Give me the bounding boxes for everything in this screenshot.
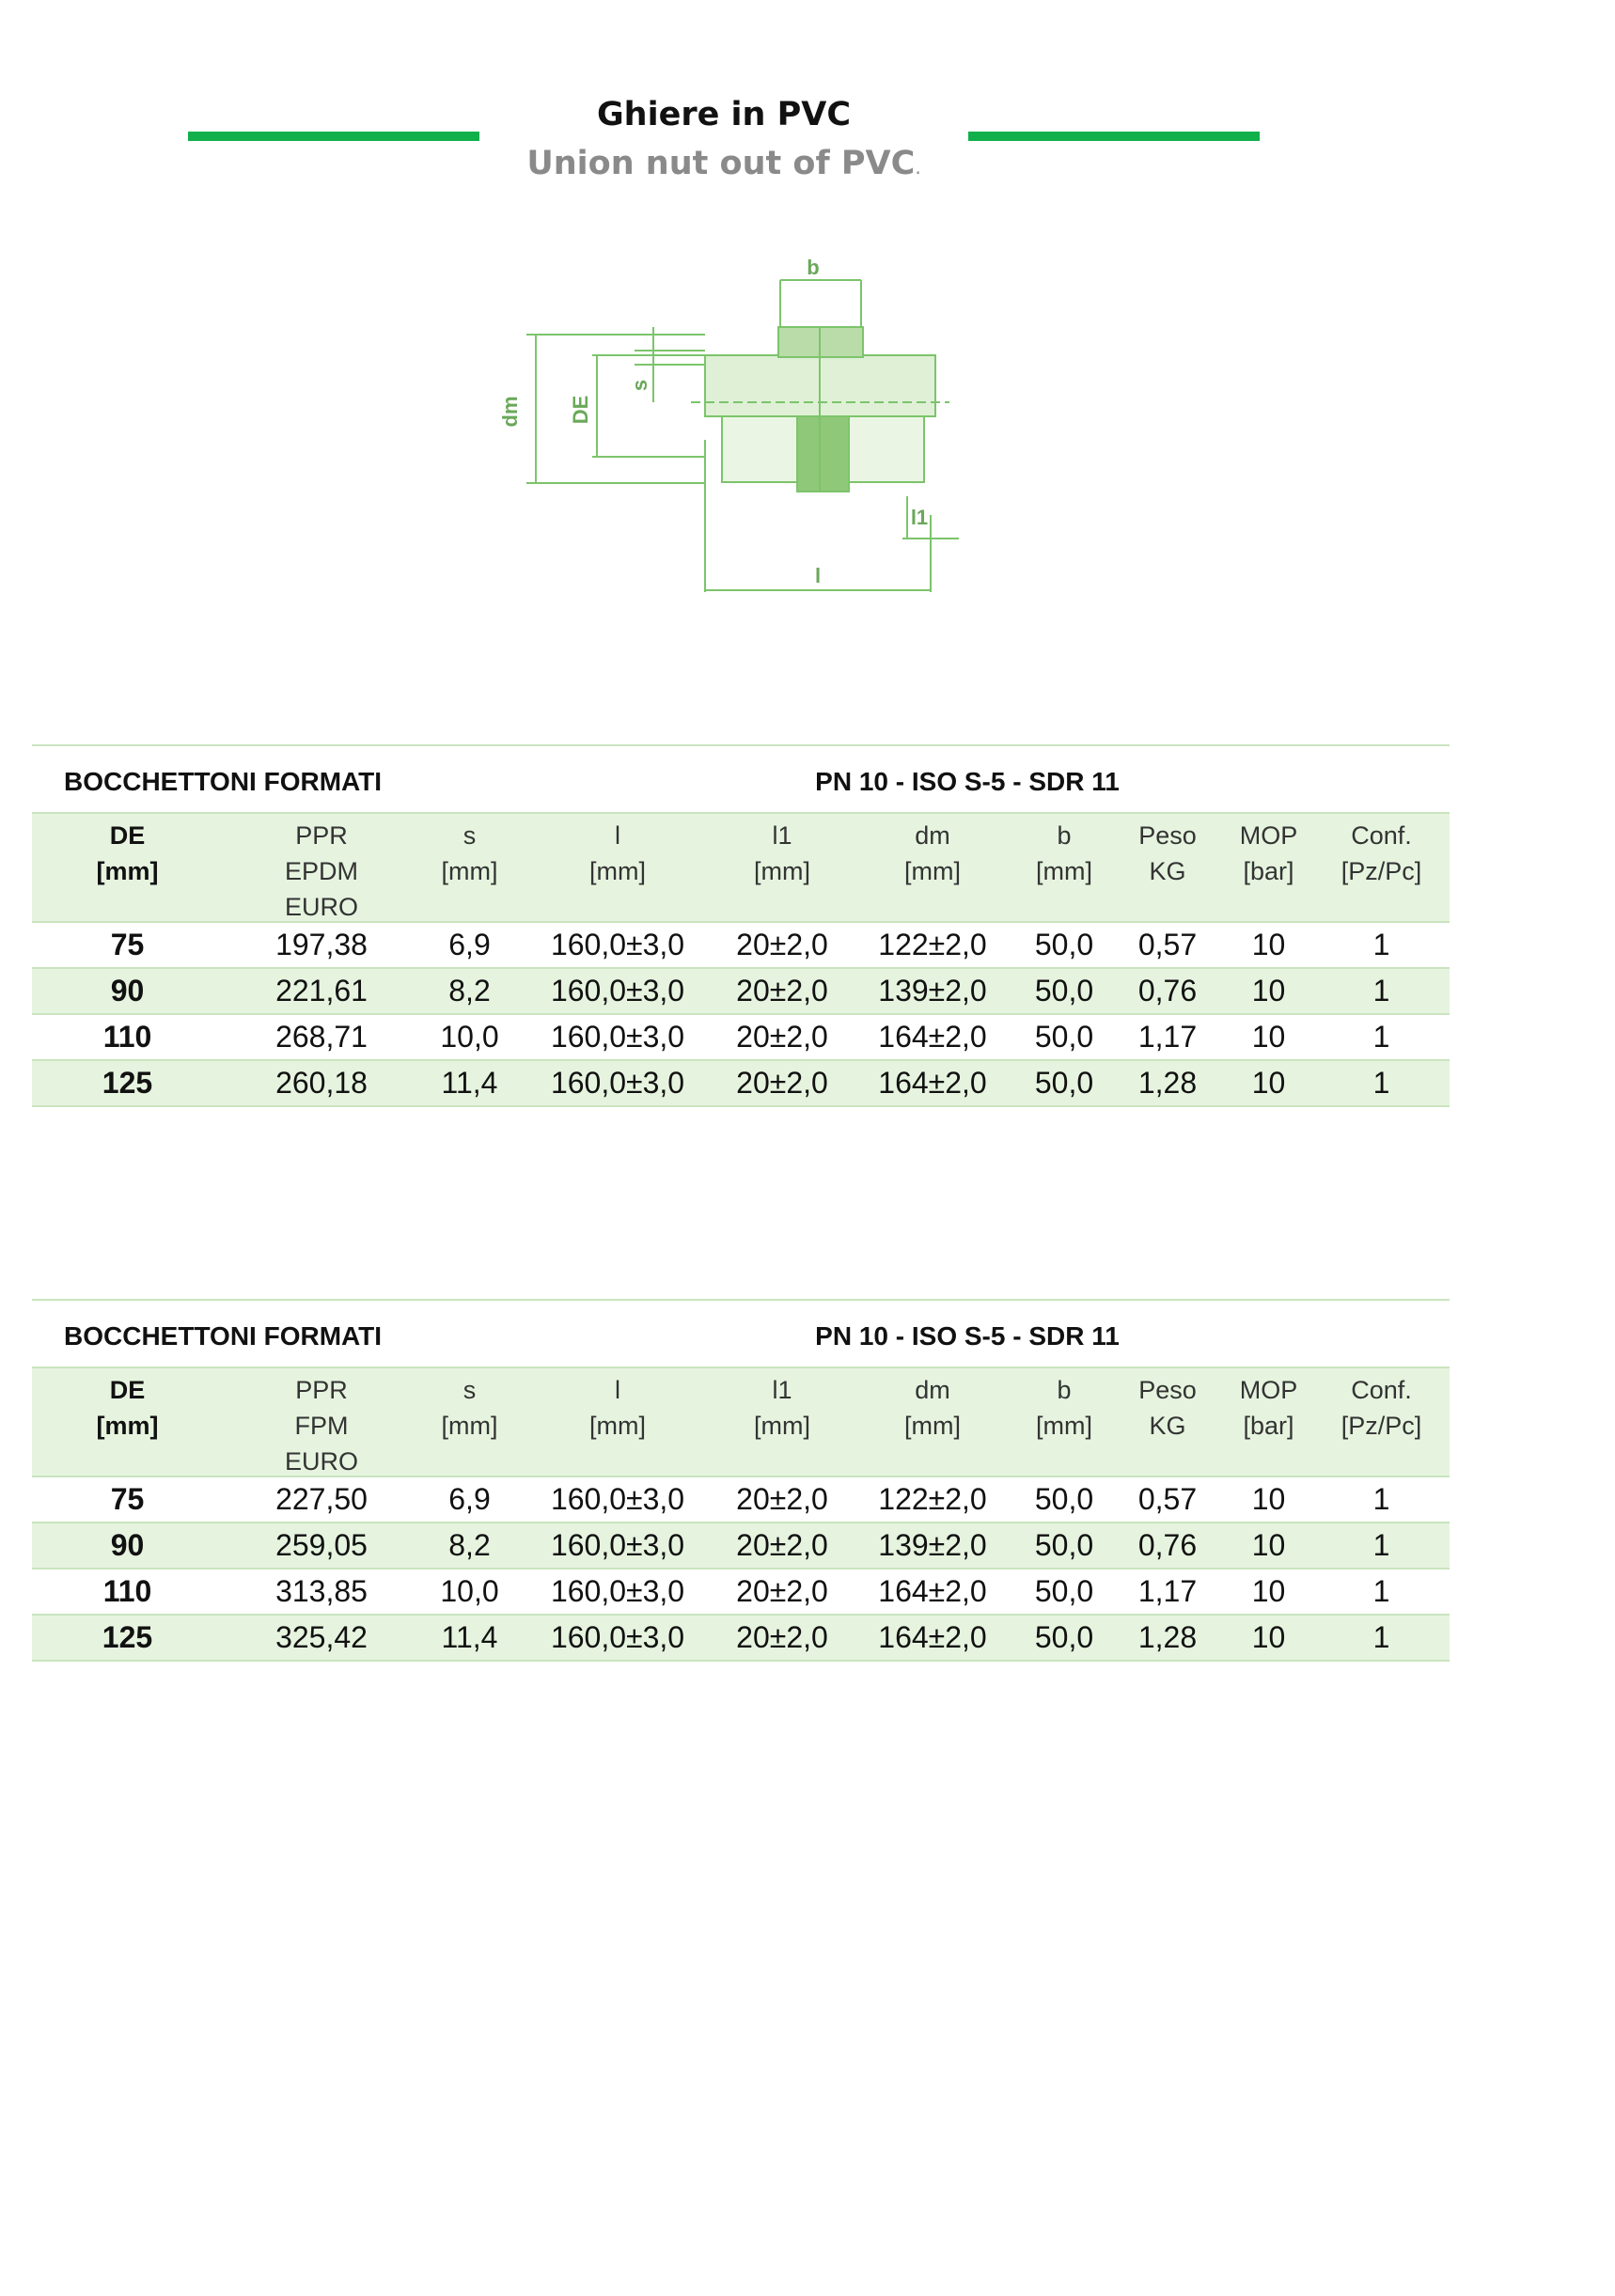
cell-peso: 1,17: [1137, 1574, 1198, 1608]
cell-mop: 10: [1251, 974, 1286, 1007]
cell-dm: 122±2,0: [878, 928, 987, 961]
cell-b: 50,0: [1034, 1482, 1094, 1516]
cell-l1: 20±2,0: [736, 1020, 828, 1054]
cell-l1: 20±2,0: [736, 1528, 828, 1562]
table-header-row: [32, 1367, 1450, 1477]
cell-s: 6,9: [448, 928, 491, 961]
col-header-line: [mm]: [589, 1412, 646, 1440]
cell-mop: 10: [1251, 1482, 1286, 1516]
cell-conf: 1: [1372, 1482, 1390, 1516]
cell-b: 50,0: [1034, 974, 1094, 1007]
col-header-l: [519, 1368, 716, 1476]
col-header-line: EURO: [284, 893, 358, 921]
col-header-line: [mm]: [96, 857, 159, 885]
col-header-line: dm: [915, 821, 950, 850]
col-header-line: [mm]: [904, 1412, 961, 1440]
cell-l: 160,0±3,0: [550, 1020, 685, 1054]
col-header-conf: [1313, 814, 1450, 921]
cell-mop: 10: [1251, 928, 1286, 961]
cell-l: 160,0±3,0: [550, 1482, 685, 1516]
dim-label-s: s: [628, 379, 651, 392]
col-header-line: dm: [915, 1376, 950, 1404]
cell-b: 50,0: [1034, 1528, 1094, 1562]
cell-b: 50,0: [1034, 928, 1094, 961]
cell-peso: 0,57: [1137, 928, 1198, 961]
col-header-line: Conf.: [1351, 1376, 1412, 1404]
dim-label-de: DE: [569, 395, 592, 425]
cell-de: 75: [110, 1482, 145, 1516]
cell-dm: 164±2,0: [878, 1066, 987, 1100]
col-header-b: [1017, 1368, 1111, 1476]
cell-s: 11,4: [441, 1620, 498, 1654]
cell-de: 125: [102, 1620, 153, 1654]
cell-l: 160,0±3,0: [550, 1574, 685, 1608]
col-header-line: s: [463, 1376, 477, 1404]
cell-l1: 20±2,0: [736, 928, 828, 961]
cell-peso: 0,57: [1137, 1482, 1198, 1516]
page-title: Ghiere in PVC: [596, 96, 852, 133]
col-header-line: KG: [1149, 1412, 1186, 1440]
cell-conf: 1: [1372, 974, 1390, 1007]
col-header-line: [mm]: [904, 857, 961, 885]
col-header-line: DE: [109, 1376, 146, 1404]
cell-s: 10,0: [440, 1020, 499, 1054]
cell-l: 160,0±3,0: [550, 1620, 685, 1654]
cell-l: 160,0±3,0: [550, 928, 685, 961]
col-header-s: [420, 1368, 519, 1476]
price-table-fpm: [32, 1299, 1450, 1662]
dim-label-dm: dm: [498, 396, 522, 428]
table-row: [32, 1570, 1450, 1616]
col-header-de: [32, 814, 223, 921]
cell-l1: 20±2,0: [736, 1482, 828, 1516]
cell-price: 260,18: [275, 1066, 368, 1100]
col-header-conf: [1313, 1368, 1450, 1476]
cell-mop: 10: [1251, 1020, 1286, 1054]
col-header-line: s: [463, 821, 477, 850]
cell-dm: 164±2,0: [878, 1620, 987, 1654]
subtitle-text: Union nut out of PVC: [526, 145, 916, 182]
cell-mop: 10: [1251, 1528, 1286, 1562]
col-header-s: [420, 814, 519, 921]
col-header-line: [mm]: [754, 1412, 810, 1440]
col-header-l1: [716, 1368, 848, 1476]
col-header-line: Conf.: [1351, 821, 1412, 850]
cell-price: 325,42: [275, 1620, 368, 1654]
col-header-line: [mm]: [1036, 1412, 1092, 1440]
cell-de: 125: [102, 1066, 153, 1100]
cell-peso: 0,76: [1137, 1528, 1198, 1562]
cell-b: 50,0: [1034, 1574, 1094, 1608]
table-row: [32, 1523, 1450, 1570]
col-header-line: l1: [772, 1376, 792, 1404]
col-header-line: [bar]: [1243, 1412, 1294, 1440]
table-row: [32, 1616, 1450, 1662]
cell-l: 160,0±3,0: [550, 974, 685, 1007]
cell-de: 110: [102, 1574, 152, 1608]
col-header-dm: [848, 814, 1017, 921]
table-title-left: BOCCHETTONI FORMATI: [64, 767, 383, 796]
col-header-line: [mm]: [1036, 857, 1092, 885]
col-header-line: l1: [772, 821, 792, 850]
col-header-line: b: [1057, 821, 1072, 850]
col-header-l1: [716, 814, 848, 921]
col-header-line: l: [615, 821, 620, 850]
col-header-b: [1017, 814, 1111, 921]
col-header-line: MOP: [1239, 821, 1298, 850]
cell-l1: 20±2,0: [736, 974, 828, 1007]
col-header-peso: [1111, 814, 1224, 921]
cell-s: 6,9: [448, 1482, 491, 1516]
cell-dm: 164±2,0: [878, 1020, 987, 1054]
col-header-line: PPR: [295, 1376, 348, 1404]
col-header-mop: [1224, 814, 1313, 921]
cell-mop: 10: [1251, 1066, 1286, 1100]
cell-peso: 1,28: [1137, 1066, 1198, 1100]
cell-dm: 139±2,0: [878, 974, 987, 1007]
dim-label-b: b: [807, 256, 820, 279]
col-header-l: [519, 814, 716, 921]
cell-b: 50,0: [1034, 1620, 1094, 1654]
table-row: [32, 1477, 1450, 1523]
cell-l: 160,0±3,0: [550, 1528, 685, 1562]
cell-price: 259,05: [275, 1528, 368, 1562]
col-header-line: [Pz/Pc]: [1341, 857, 1422, 885]
table-title-right: PN 10 - ISO S-5 - SDR 11: [815, 767, 1120, 796]
title-left-accent-bar: [188, 132, 479, 141]
cell-price: 313,85: [275, 1574, 368, 1608]
dim-label-l: l: [814, 564, 822, 587]
col-header-line: b: [1057, 1376, 1072, 1404]
col-header-ppr: [223, 1368, 420, 1476]
dim-label-l1: l1: [910, 506, 929, 529]
cell-dm: 122±2,0: [878, 1482, 987, 1516]
cell-price: 268,71: [275, 1020, 368, 1054]
col-header-de: [32, 1368, 223, 1476]
col-header-ppr: [223, 814, 420, 921]
subtitle-dot: .: [915, 156, 921, 179]
col-header-line: DE: [109, 821, 146, 850]
cell-price: 197,38: [275, 928, 368, 961]
cell-conf: 1: [1372, 1620, 1390, 1654]
union-nut-technical-drawing: [479, 252, 987, 609]
cell-l1: 20±2,0: [736, 1066, 828, 1100]
cell-dm: 164±2,0: [878, 1574, 987, 1608]
cell-s: 10,0: [440, 1574, 499, 1608]
table-row: [32, 923, 1450, 969]
col-header-line: [mm]: [441, 857, 498, 885]
col-header-line: EURO: [284, 1447, 358, 1476]
cell-l1: 20±2,0: [736, 1574, 828, 1608]
col-header-line: Peso: [1138, 1376, 1197, 1404]
cell-s: 8,2: [448, 974, 491, 1007]
cell-de: 75: [110, 928, 145, 961]
cell-de: 90: [110, 1528, 145, 1562]
col-header-line: FPM: [294, 1412, 349, 1440]
cell-price: 227,50: [275, 1482, 368, 1516]
table-title-left: BOCCHETTONI FORMATI: [64, 1321, 383, 1351]
price-table-epdm: [32, 744, 1450, 1107]
col-header-line: [Pz/Pc]: [1341, 1412, 1422, 1440]
page-subtitle: [470, 145, 978, 182]
col-header-line: Peso: [1138, 821, 1197, 850]
cell-conf: 1: [1372, 928, 1390, 961]
cell-l1: 20±2,0: [736, 1620, 828, 1654]
col-header-line: MOP: [1239, 1376, 1298, 1404]
table-row: [32, 1061, 1450, 1107]
cell-mop: 10: [1251, 1620, 1286, 1654]
col-header-line: [mm]: [96, 1412, 159, 1440]
col-header-dm: [848, 1368, 1017, 1476]
cell-conf: 1: [1372, 1020, 1390, 1054]
col-header-line: [mm]: [589, 857, 646, 885]
title-right-accent-bar: [968, 132, 1260, 141]
cell-s: 11,4: [441, 1066, 498, 1100]
cell-b: 50,0: [1034, 1066, 1094, 1100]
table-header-row: [32, 812, 1450, 923]
cell-de: 110: [102, 1020, 152, 1054]
cell-peso: 1,17: [1137, 1020, 1198, 1054]
cell-s: 8,2: [448, 1528, 491, 1562]
col-header-line: KG: [1149, 857, 1186, 885]
col-header-line: PPR: [295, 821, 348, 850]
table-title-bar: [32, 744, 1450, 812]
cell-conf: 1: [1372, 1574, 1390, 1608]
cell-mop: 10: [1251, 1574, 1286, 1608]
cell-l: 160,0±3,0: [550, 1066, 685, 1100]
cell-dm: 139±2,0: [878, 1528, 987, 1562]
cell-conf: 1: [1372, 1066, 1390, 1100]
col-header-mop: [1224, 1368, 1313, 1476]
cell-peso: 0,76: [1137, 974, 1198, 1007]
col-header-peso: [1111, 1368, 1224, 1476]
table-row: [32, 969, 1450, 1015]
col-header-line: [bar]: [1243, 857, 1294, 885]
col-header-line: l: [615, 1376, 620, 1404]
col-header-line: [mm]: [441, 1412, 498, 1440]
col-header-line: EPDM: [284, 857, 358, 885]
cell-price: 221,61: [275, 974, 368, 1007]
table-title-right: PN 10 - ISO S-5 - SDR 11: [815, 1321, 1120, 1351]
cell-b: 50,0: [1034, 1020, 1094, 1054]
table-row: [32, 1015, 1450, 1061]
cell-de: 90: [110, 974, 145, 1007]
cell-peso: 1,28: [1137, 1620, 1198, 1654]
cell-conf: 1: [1372, 1528, 1390, 1562]
col-header-line: [mm]: [754, 857, 810, 885]
table-title-bar: [32, 1299, 1450, 1367]
